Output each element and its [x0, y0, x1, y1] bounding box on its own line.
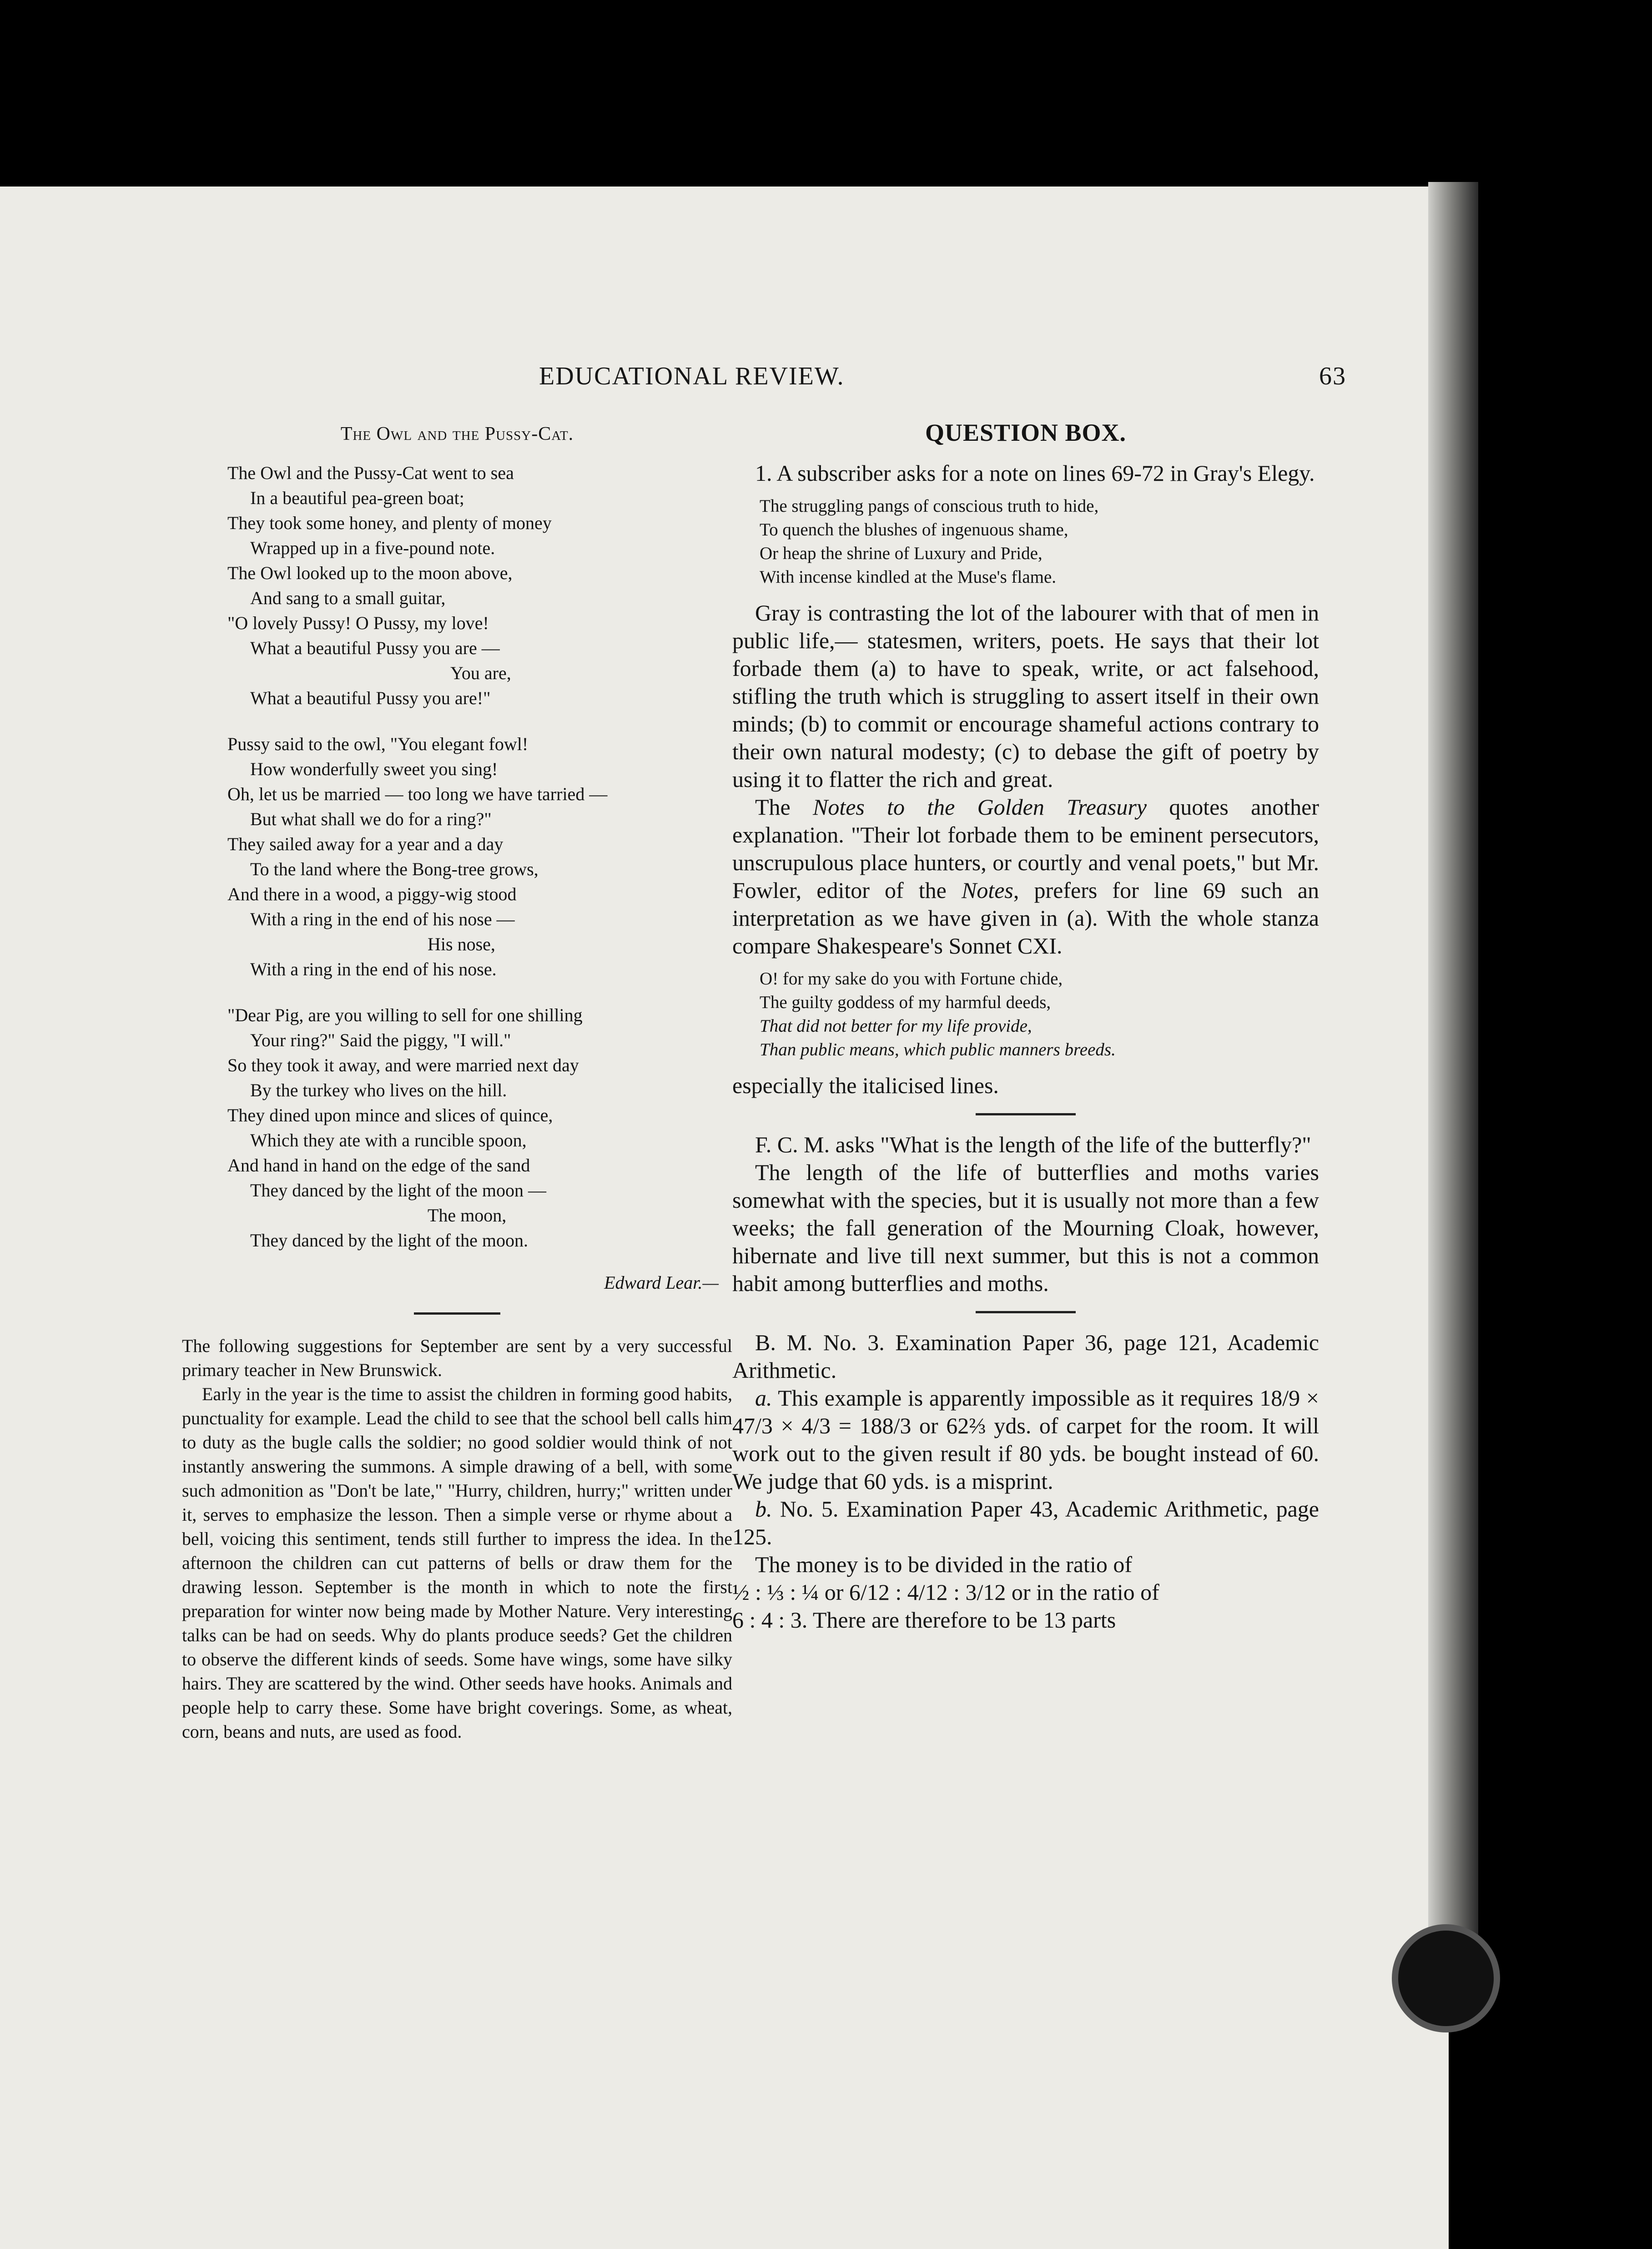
- poem-line: Your ring?" Said the piggy, "I will.": [250, 1030, 511, 1050]
- question-3-intro: B. M. No. 3. Examination Paper 36, page 121, Academic Arithmetic.: [732, 1330, 1319, 1383]
- answer-1-closing: especially the italicised lines.: [732, 1073, 999, 1098]
- right-column: [732, 419, 1319, 1634]
- poem-line: Wrapped up in a five-pound note.: [250, 538, 495, 558]
- ratio-expression: ½ : ⅓ : ¼ or 6/12 : 4/12 : 3/12 or in the ratio of: [732, 1579, 1159, 1605]
- question-1-intro: 1. A subscriber asks for a note on lines 69-72 in Gray's Elegy.: [755, 460, 1315, 486]
- quote-line: With incense kindled at the Muse's flame.: [760, 567, 1057, 587]
- quote-line: Or heap the shrine of Luxury and Pride,: [760, 544, 1043, 563]
- answer-2-paragraph: The length of the life of butterflies and moths varies somewhat with the species, but it is usually not more than a few weeks; the fall generation of the Mourning Cloak, however, hibernate and live till next summer, but this is not a common habit among butterflies and moths.: [732, 1160, 1319, 1296]
- section-divider: [976, 1113, 1076, 1115]
- poem-line: With a ring in the end of his nose.: [250, 959, 497, 979]
- journal-title: EDUCATIONAL REVIEW.: [539, 362, 845, 390]
- quote-line: To quench the blushes of ingenuous shame,: [760, 520, 1068, 540]
- poem-line: Oh, let us be married — too long we have tarried —: [227, 784, 608, 804]
- poem-line: His nose,: [428, 934, 495, 954]
- poem-line: They danced by the light of the moon.: [250, 1230, 528, 1251]
- section-divider: [976, 1311, 1076, 1313]
- question-2-intro: F. C. M. asks "What is the length of the life of the butterfly?": [755, 1132, 1311, 1157]
- poem-line: So they took it away, and were married next day: [227, 1055, 579, 1075]
- poem-line: What a beautiful Pussy you are!": [250, 688, 491, 708]
- elegy-quote: [760, 494, 1319, 589]
- text-run: or 62⅔ yds. of carpet for the room. It will work out to the given result if 80 yds. be bought instead of 60. We judge that 60 yds. is a misprint.: [732, 1413, 1319, 1494]
- text-run: quotes another explanation. "Their lot forbade them to be eminent persecutors, unscrupulous place hunters, or courtly and venal poets," but Mr. Fowler, editor of the: [732, 794, 1320, 903]
- item-label: b.: [755, 1496, 772, 1522]
- binder-clip: [1392, 1924, 1500, 2032]
- poem-line: By the turkey who lives on the hill.: [250, 1080, 507, 1100]
- poem-line: What a beautiful Pussy you are —: [250, 638, 500, 658]
- quote-line: The struggling pangs of conscious truth to hide,: [760, 496, 1099, 516]
- page-number: 63: [1319, 362, 1346, 390]
- book-title: Notes: [961, 877, 1013, 903]
- question-box-title: QUESTION BOX.: [925, 419, 1127, 446]
- answer-3b-paragraph: The money is to be divided in the ratio of: [755, 1552, 1132, 1577]
- running-header: [537, 362, 1355, 403]
- poem-stanza-1: [182, 460, 732, 711]
- text-run: The: [755, 794, 813, 820]
- poem-line: How wonderfully sweet you sing!: [250, 759, 498, 779]
- poem-line: They dined upon mince and slices of quince,: [227, 1105, 553, 1125]
- poem-line: The Owl and the Pussy-Cat went to sea: [227, 463, 514, 483]
- book-title: Notes to the Golden Treasury: [813, 794, 1147, 820]
- quote-line: The guilty goddess of my harmful deeds,: [760, 993, 1051, 1012]
- text-run: , prefers for line 69 such an interpretation as we have given in (a). With the whole stanza compare Shakespeare's Sonnet CXI.: [732, 877, 1319, 958]
- math-expression: 18/9 × 47/3 × 4/3 = 188/3: [732, 1385, 1319, 1438]
- poem-line: You are,: [450, 663, 511, 683]
- answer-3b-end: 6 : 4 : 3. There are therefore to be 13 parts: [732, 1607, 1116, 1633]
- poem-stanza-2: [182, 731, 732, 982]
- poem-line: But what shall we do for a ring?": [250, 809, 492, 829]
- poem-line: In a beautiful pea-green boat;: [250, 488, 464, 508]
- poem-line: "Dear Pig, are you willing to sell for one shilling: [227, 1005, 583, 1025]
- sonnet-quote: [760, 967, 1319, 1062]
- quote-line-italic: That did not better for my life provide,: [760, 1016, 1032, 1036]
- poem-line: And sang to a small guitar,: [250, 588, 446, 608]
- poem-line: Pussy said to the owl, "You elegant fowl!: [227, 734, 529, 754]
- poem-line: The Owl looked up to the moon above,: [227, 563, 513, 583]
- quote-line-italic: Than public means, which public manners breeds.: [760, 1040, 1116, 1059]
- left-column: [182, 423, 732, 1744]
- text-run: This example is apparently impossible as it requires: [772, 1385, 1260, 1411]
- poem-stanza-3: [182, 1003, 732, 1253]
- poem-author: Edward Lear.—: [604, 1272, 719, 1293]
- suggestions-intro: The following suggestions for September are sent by a very successful primary teacher in New Brunswick.: [182, 1336, 732, 1380]
- answer-3a-paragraph: [732, 1384, 1319, 1495]
- poem-line: They sailed away for a year and a day: [227, 834, 504, 854]
- answer-3b-heading: [732, 1495, 1319, 1551]
- poem-line: With a ring in the end of his nose —: [250, 909, 515, 929]
- quote-line: O! for my sake do you with Fortune chide,: [760, 969, 1063, 988]
- book-spine: [1428, 182, 1478, 2002]
- poem-line: They took some honey, and plenty of money: [227, 513, 552, 533]
- answer-1-paragraph: Gray is contrasting the lot of the labourer with that of men in public life,— statesmen, writers, poets. He says that their lot forbade them (a) to have to speak, write, or act falsehood, stifling the truth which is struggling to assert itself in their own minds; (b) to commit or encourage shameful actions contrary to their own natural modesty; (c) to debase the gift of poetry by using it to flatter the rich and great.: [732, 600, 1319, 792]
- poem-line: "O lovely Pussy! O Pussy, my love!: [227, 613, 489, 633]
- poem-line: They danced by the light of the moon —: [250, 1180, 546, 1200]
- poem-line: To the land where the Bong-tree grows,: [250, 859, 539, 879]
- poem-line: And hand in hand on the edge of the sand: [227, 1155, 530, 1175]
- poem-title: The Owl and the Pussy-Cat.: [340, 424, 574, 444]
- poem-line: The moon,: [428, 1205, 507, 1225]
- item-label: a.: [755, 1385, 772, 1411]
- poem-line: Which they ate with a runcible spoon,: [250, 1130, 527, 1150]
- poem-line: And there in a wood, a piggy-wig stood: [227, 884, 517, 904]
- answer-1-notes-paragraph: [732, 793, 1319, 960]
- text-run: No. 5. Examination Paper 43, Academic Arithmetic, page 125.: [732, 1496, 1319, 1549]
- section-divider: [414, 1312, 500, 1315]
- suggestions-body: Early in the year is the time to assist the children in forming good habits, punctuality for example. Lead the child to see that the school bell calls him to duty as the bugle calls the soldier; no good soldier would think of not instantly answering the summons. A simple drawing of a bell, with some such admonition as "Don't be late," "Hurry, children, hurry;" written under it, serves to emphasize the lesson. Then a simple verse or rhyme about a bell, voicing this sentiment, tends still further to impress the idea. In the afternoon the children can cut patterns of bells or draw them for the drawing lesson. September is the month in which to note the first preparation for winter now being made by Mother Nature. Very interesting talks can be had on seeds. Why do plants produce seeds? Get the children to observe the different kinds of seeds. Some have wings, some have silky hairs. They are scattered by the wind. Other seeds have hooks. Animals and people help to carry these. Some have bright coverings. Some, as wheat, corn, beans and nuts, are used as food.: [182, 1384, 732, 1742]
